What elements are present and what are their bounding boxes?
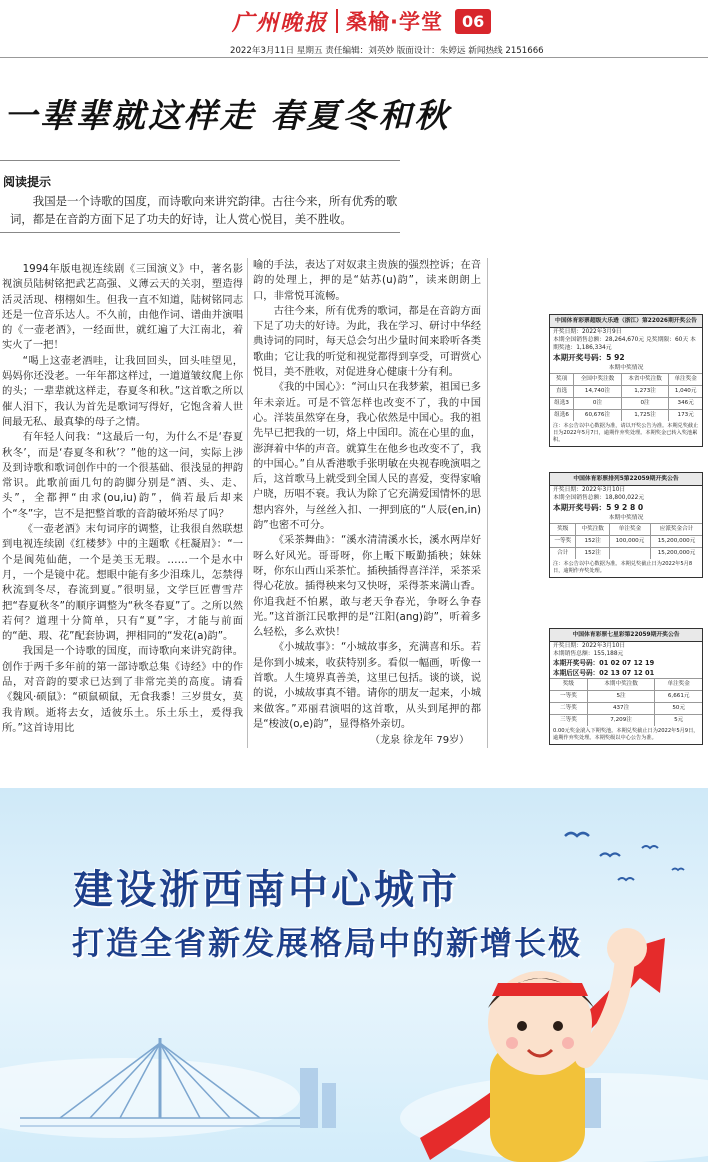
table-cell: 1,725注 xyxy=(621,410,669,422)
table-header: 单注奖金 xyxy=(669,374,702,386)
lottery-number-label: 本期开奖号码： xyxy=(553,659,600,667)
paragraph: 《一壶老酒》末句词序的调整，让我很自然联想到电视连续剧《红楼梦》中的主题歌《枉凝眉》：“一个是阆苑仙葩，一个是美玉无瑕。……一个是水中月，一个是镜中花。想眼中能有多少泪珠儿，怎禁得秋流到冬尽，春流到夏。”很明显，文学巨匠曹雪芹把“春夏秋冬”的顺序调整为“秋冬春夏”了。之所以然若何？道理十分简单，只有“夏”字，才能与前面的“葩、瑕、花”配套协调，押相同的“发花(a)韵”。 xyxy=(2,523,243,643)
article-headline: 一辈辈就这样走 春夏冬和秋 xyxy=(4,96,451,135)
table-cell: 0注 xyxy=(574,398,622,410)
table-cell: 173元 xyxy=(669,410,702,422)
table-header: 全国中奖注数 xyxy=(574,374,622,386)
table-header-row xyxy=(550,374,702,386)
table-cell: 5元 xyxy=(655,715,702,727)
paragraph: 古往今来，所有优秀的歌词，都是在音韵方面下足了功夫的好诗。为此，我在学习、研讨中华经典诗词的同时，每天总会匀出少量时间来聆听各类歌曲；它让我的听觉和视觉都得到享受，可谓赏心悦目，美不胜收，对促进身心健康十分有利。 xyxy=(253,304,481,379)
lottery-caption: 本期中奖情况 xyxy=(608,515,644,521)
lottery-note: 0.00元奖金滚入下期奖池。本期兑奖截止日为2022年5月9日，逾期作弃奖处理。本期奖级以中心公告为准。 xyxy=(553,728,699,741)
table-header: 奖级 xyxy=(550,524,576,536)
table-cell: 6,661元 xyxy=(655,691,702,703)
table-header: 中奖注数 xyxy=(576,524,609,536)
table-header: 本期中奖注数 xyxy=(587,679,655,691)
table-row xyxy=(550,398,702,410)
table-cell: 组选3 xyxy=(550,398,574,410)
issue-info: 2022年3月11日 星期五 责任编辑：刘英妙 版面设计：朱婷远 新闻热线 2151666 xyxy=(230,46,544,56)
paragraph: 《采茶舞曲》：“溪水清清溪水长，溪水两岸好呀么好风光。哥哥呀，你上畈下畈勤插秧；妹妹呀，你东山西山采茶忙。插秧插得喜洋洋，采茶采得心花放。插得秧来匀又快呀，采得茶来满山香。你追我赶不怕累，敢与老天争春光，争呀么争春光。”这首浙江民歌押的是“江阳(ang)韵”，听着多么轻松，多么欢快！ xyxy=(253,534,481,639)
paragraph: 我国是一个诗歌的国度，而诗歌向来讲究韵律。创作于两千多年前的第一部诗歌总集《诗经》中的作品，对音韵的要求已达到了非常完美的高度。请看《魏风·硕鼠》：“硕鼠硕鼠，无食我黍！三岁贯女，莫我肯顾。逝将去女，适彼乐土。乐土乐土，爰得我所。”这首诗用比 xyxy=(2,645,243,734)
column-divider xyxy=(487,258,488,748)
banner-headline: 建设浙西南中心城市 xyxy=(73,867,460,913)
lottery-table xyxy=(550,523,702,559)
table-cell: 152注 xyxy=(576,548,609,560)
article-byline: （龙泉 徐龙年 79岁） xyxy=(370,735,470,746)
lottery-title: 中国体育彩票排列5第22059期开奖公告 xyxy=(550,473,702,486)
table-cell: 1,040元 xyxy=(669,386,702,398)
column-divider xyxy=(247,258,248,748)
table-row xyxy=(550,691,702,703)
lottery-info: 本期销售总额：155,188元 xyxy=(553,651,624,657)
lottery-info: 开奖日期：2022年3月10日 xyxy=(553,487,626,493)
table-header-row xyxy=(550,524,702,536)
bird-icon xyxy=(642,846,658,848)
lottery-info: 本期全国销售总额：28,264,670元 兑奖期限：60天 本期奖池：1,186,334元 xyxy=(553,337,696,351)
table-cell: 1,273注 xyxy=(621,386,669,398)
bird-icon xyxy=(600,854,620,857)
table-cell: 5注 xyxy=(587,691,655,703)
lottery-number xyxy=(550,502,702,513)
table-row xyxy=(550,386,702,398)
lead-text: 我国是一个诗歌的国度，而诗歌向来讲究韵律。古往今来，所有优秀的歌词，都是在音韵方面下足了功夫的好诗，让人赏心悦目，美不胜收。 xyxy=(10,194,398,226)
lottery-info: 开奖日期：2022年3月9日 xyxy=(553,329,622,335)
lottery-number-value: 02 13 07 12 01 xyxy=(599,669,655,677)
table-cell: 一等奖 xyxy=(550,536,576,548)
article-column-2 xyxy=(253,258,481,732)
lottery-number-label: 本期开奖号码： xyxy=(553,353,607,362)
table-header: 单注奖金 xyxy=(655,679,702,691)
lottery-title: 中国体育彩票七星彩第22059期开奖公告 xyxy=(550,629,702,642)
lottery-number-value: 01 02 07 12 19 xyxy=(599,659,655,667)
lottery-number-back xyxy=(550,668,702,678)
paragraph: “喝上这壶老酒哇，让我回回头，回头哇望见，妈妈你还没老。一年年都这样过，一道道皱纹爬上你的头；一辈辈就这样走，春夏冬和秋。”这首歌之所以催人泪下，我认为首先是歌词写得好，它饱含着人世间最无私、最真挚的母子之情。 xyxy=(2,354,243,428)
lottery-info: 本期全国销售总额：18,800,022元 xyxy=(553,495,645,501)
table-cell: 15,200,000元 xyxy=(651,536,702,548)
table-cell: 一等奖 xyxy=(550,691,587,703)
lottery-number-value: 5 9 2 8 0 xyxy=(606,503,644,512)
masthead-divider xyxy=(336,9,338,33)
table-cell: 437注 xyxy=(587,703,655,715)
bird-icon xyxy=(672,869,684,871)
bird-icon xyxy=(565,833,589,836)
table-row xyxy=(550,703,702,715)
lottery-note: 注：本公告以中心数据为准。本期兑奖截止日为2022年5月8日，逾期作弃奖处理。 xyxy=(553,561,693,574)
lottery-table xyxy=(550,678,702,726)
paragraph: 1994年版电视连续剧《三国演义》中，著名影视演员陆树铭把武艺高强、义薄云天的关羽，塑造得活灵活现、栩栩如生。但我一直不知道，陆树铭同志还是一位音乐达人。不久前，由他作词、谱曲并演唱的《一壶老酒》，一经面世，就红遍了大江南北，着实火了一把！ xyxy=(2,263,243,352)
lottery-notice-1 xyxy=(549,314,703,447)
lottery-notice-2 xyxy=(549,472,703,578)
table-cell xyxy=(609,548,650,560)
table-cell: 合计 xyxy=(550,548,576,560)
article-column-1 xyxy=(2,262,243,736)
column-name: 桑榆·学堂 xyxy=(346,10,443,34)
lottery-number-value: 5 92 xyxy=(606,353,625,362)
table-cell: 0注 xyxy=(621,398,669,410)
table-cell: 二等奖 xyxy=(550,703,587,715)
table-header: 应派奖金合计 xyxy=(651,524,702,536)
table-header: 本省中奖注数 xyxy=(621,374,669,386)
table-row xyxy=(550,715,702,727)
bird-icon xyxy=(618,878,634,880)
table-row xyxy=(550,548,702,560)
table-row xyxy=(550,536,702,548)
table-cell: 100,000元 xyxy=(609,536,650,548)
paragraph: 有年轻人问我：“这最后一句，为什么不是‘春夏秋冬’，而是‘春夏冬和秋’？”他的这一问，实际上涉及到诗歌和歌词创作中的一个很基础、很浅显的押韵常识。此歌前面几句的韵脚分别是“酒、头、走、头”，全都押“由求(ou,iu)韵”，倘若最后却来个“冬”字，岂不是把整首歌的音韵破坏殆尽了吗？ xyxy=(2,431,243,520)
table-cell: 7,209注 xyxy=(587,715,655,727)
newspaper-name: 广州晚报 xyxy=(232,9,329,36)
lottery-info: 开奖日期：2022年3月10日 xyxy=(553,643,626,649)
table-header: 奖项 xyxy=(550,374,574,386)
table-cell: 152注 xyxy=(576,536,609,548)
lottery-number-label: 本期开奖号码： xyxy=(553,503,607,512)
lottery-title: 中国体育彩票超级大乐透（浙江）第22026期开奖公告 xyxy=(550,315,702,328)
lottery-number-label: 本期后区号码： xyxy=(553,669,600,677)
table-cell: 14,740注 xyxy=(574,386,622,398)
banner-subheadline: 打造全省新发展格局中的新增长极 xyxy=(72,924,583,962)
paragraph: 喻的手法，表达了对奴隶主贵族的强烈控诉；在音韵的处理上，押的是“姑苏(u)韵”，读来朗朗上口，非常悦耳流畅。 xyxy=(253,259,481,302)
table-header: 单注奖金 xyxy=(609,524,650,536)
table-row xyxy=(550,410,702,422)
table-cell: 50元 xyxy=(655,703,702,715)
page-number-badge: 06 xyxy=(455,9,491,34)
table-cell: 三等奖 xyxy=(550,715,587,727)
table-cell: 15,200,000元 xyxy=(651,548,702,560)
lead-rule xyxy=(0,232,400,233)
table-cell: 346元 xyxy=(669,398,702,410)
masthead xyxy=(232,6,702,36)
lottery-notice-3 xyxy=(549,628,703,745)
paragraph: 《小城故事》：“小城故事多，充满喜和乐。若是你到小城来，收获特别多。看似一幅画，听像一首歌。人生境界真善美，这里已包括。谈的谈，说的说，小城故事真不错。请你的朋友一起来，小城来做客。”邓丽君演唱的这首歌，从头到尾押的都是“梭波(o,e)韵”，显得格外亲切。 xyxy=(253,641,481,730)
lottery-caption: 本期中奖情况 xyxy=(608,365,644,371)
table-header: 奖级 xyxy=(550,679,587,691)
table-cell: 60,676注 xyxy=(574,410,622,422)
headline-rule xyxy=(0,160,400,161)
lottery-number xyxy=(550,352,702,363)
lottery-number xyxy=(550,658,702,668)
lottery-table xyxy=(550,373,702,421)
banner-illustration xyxy=(0,788,708,1162)
table-header-row xyxy=(550,679,702,691)
lottery-note: 注：本公告以中心数据为准，请以开奖公告为准。本期兑奖截止日为2022年5月7日，逾期作弃奖处理。本期奖金已转入奖池累积。 xyxy=(553,423,699,443)
lead-label: 阅读提示 xyxy=(3,175,52,189)
paragraph: 《我的中国心》：“河山只在我梦萦，祖国已多年未亲近。可是不管怎样也改变不了，我的中国心。洋装虽然穿在身，我心依然是中国心。我的祖先早已把我的一切，烙上中国印。流在心里的血，澎湃着中华的声音。就算生在他乡也改变不了，我的中国心。”自从香港歌手张明敏在央视春晚演唱之后，这首歌马上就受到全国人民的喜爱，变得家喻户晓，历唱不衰。我认为除了它充满爱国情怀的思想内容外，与丝丝入扣、一押到底的“人辰(en,in)韵”也密不可分。 xyxy=(253,381,481,532)
table-cell: 直选 xyxy=(550,386,574,398)
promo-banner xyxy=(0,788,708,1162)
masthead-rule xyxy=(0,57,708,58)
table-cell: 组选6 xyxy=(550,410,574,422)
